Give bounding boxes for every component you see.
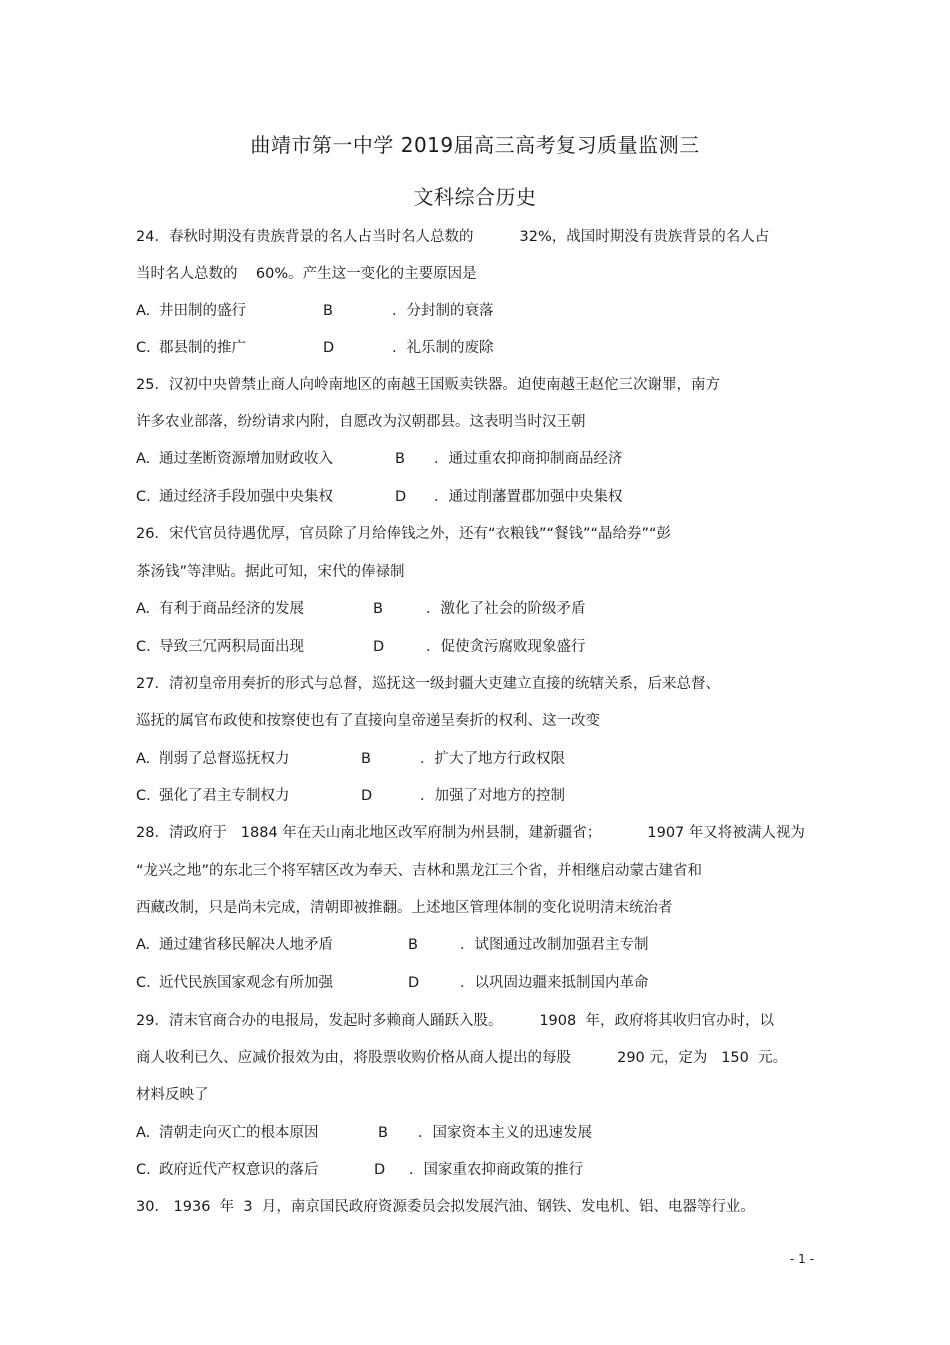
- question-27-line-1: 27．清初皇帝用奏折的形式与总督，巡抚这一级封疆大吏建立直接的统辖关系，后来总督、: [136, 676, 720, 692]
- question-28-line-1: 28．清政府于 1884 年在天山南北地区改军府制为州县制，建新疆省； 1907 年又将被满人视为: [136, 825, 805, 841]
- question-27-option-d-letter: D: [361, 788, 373, 804]
- question-28-option-a-letter: A.: [136, 937, 151, 953]
- question-26-line-1: 26．宋代官员待遇优厚，官员除了月给俸钱之外，还有“衣粮钱”“餐钱”“晶给券”“彭: [136, 526, 672, 542]
- question-28-option-a-text: 通过建省移民解决人地矛盾: [159, 937, 333, 953]
- question-29-option-c-text: 政府近代产权意识的落后: [159, 1162, 319, 1178]
- question-24-option-c-letter: C.: [136, 340, 151, 356]
- question-24-option-a-text: 井田制的盛行: [159, 303, 246, 319]
- question-29-line-1: 29．清末官商合办的电报局，发起时多赖商人踊跃入股。 1908 年，政府将其收归官办时，以: [136, 1013, 774, 1029]
- question-28-line-3: 西藏改制，只是尚未完成，清朝即被推翻。上述地区管理体制的变化说明清末统治者: [136, 900, 673, 916]
- question-29-option-a-letter: A.: [136, 1125, 151, 1141]
- question-25-line-1: 25．汉初中央曾禁止商人向岭南地区的南越王国贩卖铁器。迫使南越王赵佗三次谢罪，南方: [136, 377, 720, 393]
- question-24-option-b-text: ．分封制的衰落: [392, 303, 494, 319]
- question-29-option-b-text: ．国家资本主义的迅速发展: [418, 1125, 592, 1141]
- question-27-line-2: 巡抚的属官布政使和按察使也有了直接向皇帝递呈奏折的权利、这一改变: [136, 713, 600, 729]
- question-26-option-c-letter: C.: [136, 639, 151, 655]
- question-26-option-b-letter: B: [373, 601, 383, 617]
- question-29-option-c-letter: C.: [136, 1162, 151, 1178]
- question-29-option-d-letter: D: [374, 1162, 386, 1178]
- question-25-option-b-letter: B: [395, 451, 405, 467]
- question-27-option-c-text: 强化了君主专制权力: [159, 788, 290, 804]
- question-28-option-c-text: 近代民族国家观念有所加强: [159, 975, 333, 991]
- question-29-line-3: 材料反映了: [136, 1087, 209, 1103]
- question-28-option-b-letter: B: [408, 937, 418, 953]
- question-29-option-b-letter: B: [378, 1125, 388, 1141]
- page-number: - 1 -: [790, 1252, 814, 1266]
- question-26-option-d-text: ．促使贪污腐败现象盛行: [426, 639, 586, 655]
- question-24-option-a-letter: A.: [136, 303, 151, 319]
- question-25-option-b-text: ．通过重农抑商抑制商品经济: [434, 451, 623, 467]
- question-25-line-2: 许多农业部落，纷纷请求内附，自愿改为汉朝郡县。这表明当时汉王朝: [136, 414, 586, 430]
- question-26-option-d-letter: D: [373, 639, 385, 655]
- question-26-option-c-text: 导致三冗两积局面出现: [159, 639, 304, 655]
- question-27-option-a-text: 削弱了总督巡抚权力: [159, 751, 290, 767]
- page-title: 曲靖市第一中学 2019届高三高考复习质量监测三: [250, 133, 700, 157]
- question-25-option-d-letter: D: [395, 489, 407, 505]
- question-28-option-b-text: ．试图通过改制加强君主专制: [460, 937, 649, 953]
- question-29-option-a-text: 清朝走向灭亡的根本原因: [159, 1125, 319, 1141]
- question-25-option-a-text: 通过垄断资源增加财政收入: [159, 451, 333, 467]
- question-25-option-c-letter: C.: [136, 489, 151, 505]
- question-24-option-b-letter: B: [323, 303, 333, 319]
- question-27-option-b-letter: B: [361, 751, 371, 767]
- question-25-option-a-letter: A.: [136, 451, 151, 467]
- question-25-option-d-text: ．通过削藩置郡加强中央集权: [434, 489, 623, 505]
- question-28-option-c-letter: C.: [136, 975, 151, 991]
- question-24-line-1: 24．春秋时期没有贵族背景的名人占当时名人总数的 32%，战国时期没有贵族背景的名人占: [136, 229, 770, 245]
- question-30-line-1: 30． 1936 年 3 月，南京国民政府资源委员会拟发展汽油、钢铁、发电机、铝、电器等行业。: [136, 1199, 755, 1215]
- question-26-option-b-text: ．激化了社会的阶级矛盾: [426, 601, 586, 617]
- question-24-option-c-text: 郡县制的推广: [159, 340, 246, 356]
- question-27-option-d-text: ．加强了对地方的控制: [420, 788, 565, 804]
- question-29-option-d-text: ．国家重农抑商政策的推行: [409, 1162, 583, 1178]
- question-25-option-c-text: 通过经济手段加强中央集权: [159, 489, 333, 505]
- question-24-option-d-text: ．礼乐制的废除: [392, 340, 494, 356]
- question-28-line-2: “龙兴之地”的东北三个将军辖区改为奉天、吉林和黑龙江三个省，并相继启动蒙古建省和: [136, 863, 703, 879]
- question-24-option-d-letter: D: [323, 340, 335, 356]
- question-26-line-2: 茶汤钱”等津贴。据此可知，宋代的俸禄制: [136, 564, 405, 580]
- page-subtitle: 文科综合历史: [413, 185, 537, 209]
- question-24-line-2: 当时名人总数的 60%。产生这一变化的主要原因是: [136, 266, 477, 282]
- question-29-line-2: 商人收利已久、应减价报效为由，将股票收购价格从商人提出的每股 290 元，定为 150 元。: [136, 1050, 788, 1066]
- question-26-option-a-letter: A.: [136, 601, 151, 617]
- question-28-option-d-letter: D: [408, 975, 420, 991]
- question-26-option-a-text: 有利于商品经济的发展: [159, 601, 304, 617]
- question-27-option-a-letter: A.: [136, 751, 151, 767]
- question-27-option-c-letter: C.: [136, 788, 151, 804]
- question-28-option-d-text: ．以巩固边疆来抵制国内革命: [460, 975, 649, 991]
- question-27-option-b-text: ．扩大了地方行政权限: [420, 751, 565, 767]
